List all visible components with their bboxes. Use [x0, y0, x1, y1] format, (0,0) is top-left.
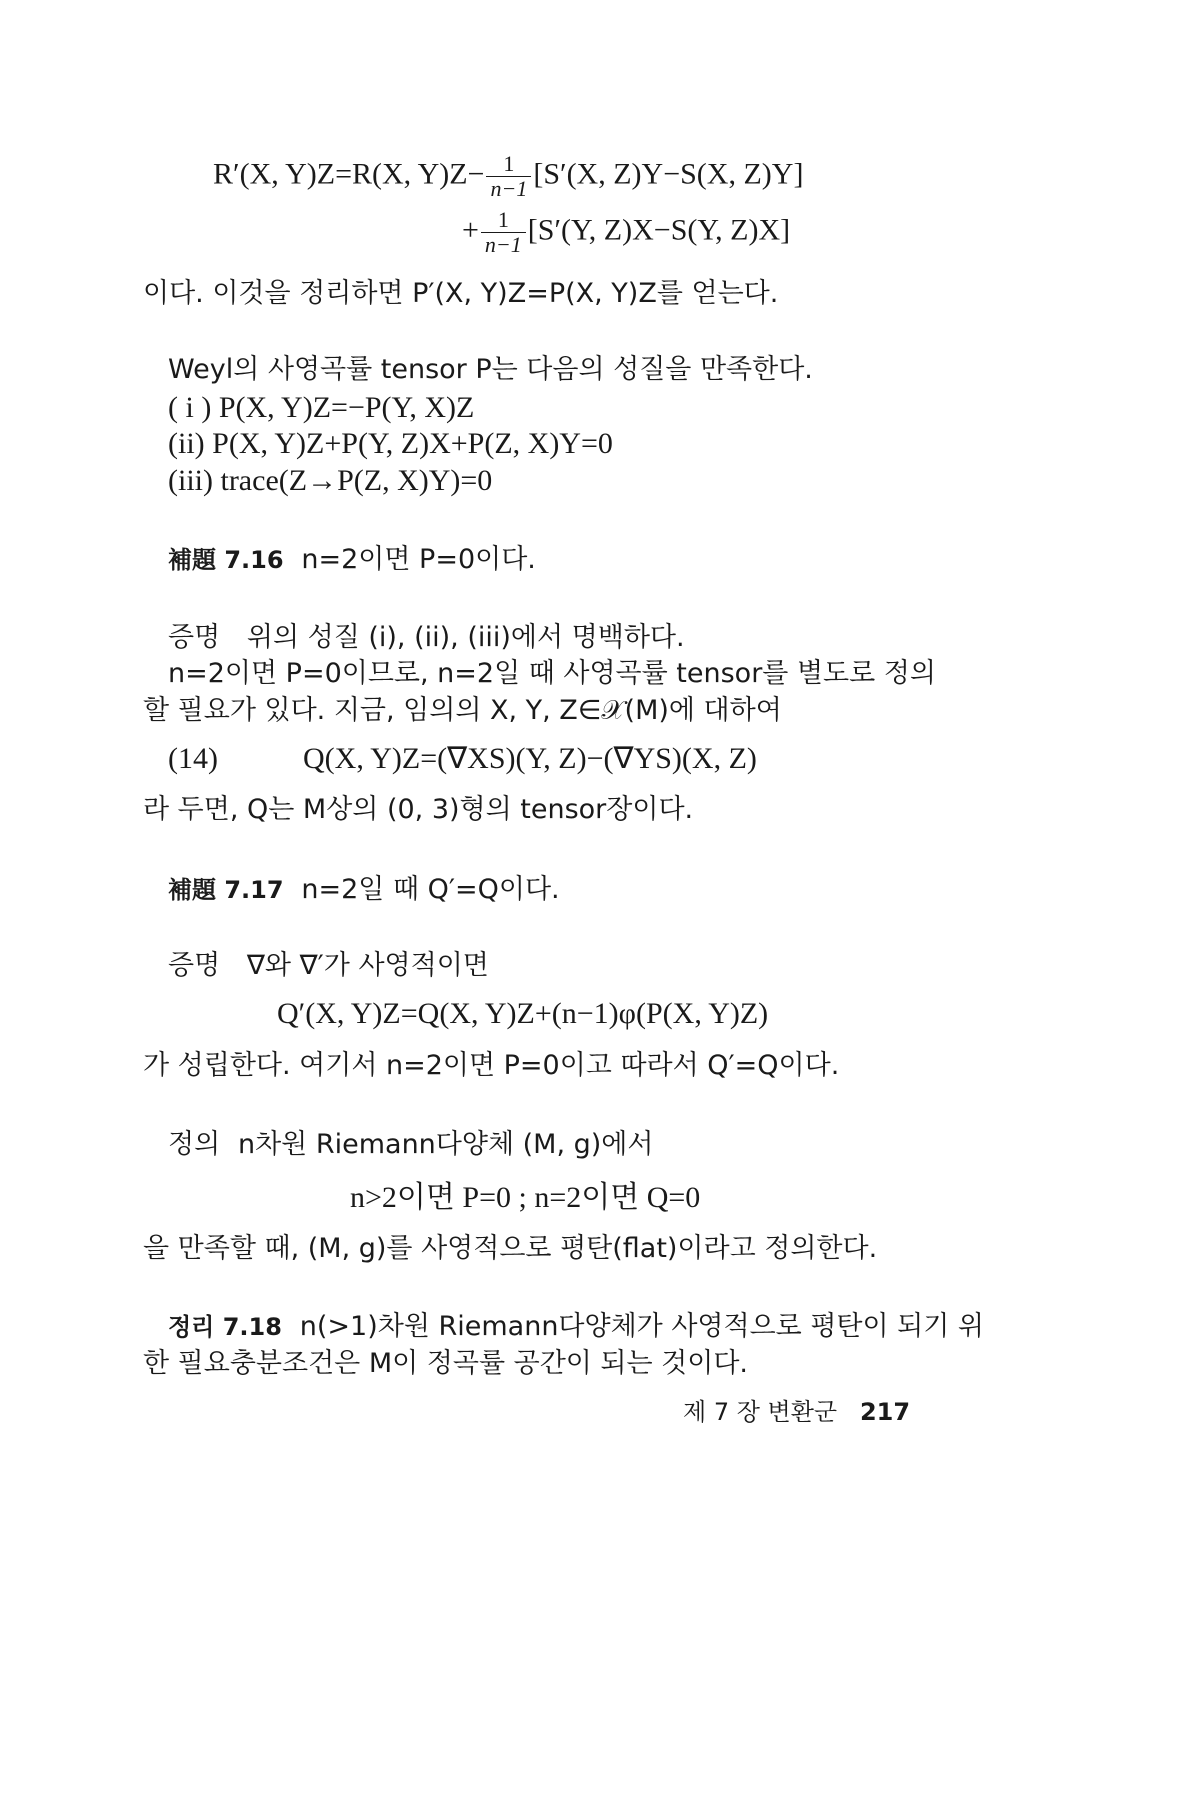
- definition-label: 정의: [168, 1129, 221, 1160]
- formula-r-line-2: [462, 208, 790, 257]
- lemma-7-16: [168, 541, 536, 578]
- proof-2: [168, 947, 489, 984]
- equation-body: Q(X, Y)Z=(∇XS)(Y, Z)−(∇YS)(X, Z): [303, 742, 757, 775]
- definition-end: 을 만족할 때, (M, g)를 사영적으로 평탄(flat)이라고 정의한다.: [143, 1233, 878, 1264]
- lemma-text: n=2일 때 Q′=Q이다.: [301, 874, 560, 905]
- page-number: 217: [859, 1398, 911, 1426]
- property-ii: (ii) P(X, Y)Z+P(Y, Z)X+P(Z, X)Y=0: [168, 427, 613, 460]
- paragraph-c: 가 성립한다. 여기서 n=2이면 P=0이고 따라서 Q′=Q이다.: [143, 1050, 840, 1081]
- fraction-numerator: 1: [481, 208, 526, 233]
- property-i: ( i ) P(X, Y)Z=−P(Y, X)Z: [168, 391, 475, 424]
- formula-r-line-1: [213, 152, 803, 201]
- equation-number: (14): [168, 742, 218, 775]
- definition-text: n차원 Riemann다양체 (M, g)에서: [237, 1129, 654, 1160]
- chapter-title: 제 7 장 변환군: [683, 1398, 838, 1426]
- theorem-label: 정리 7.18: [168, 1313, 282, 1341]
- page-footer: [683, 1394, 910, 1430]
- theorem-7-18: [168, 1308, 984, 1345]
- proof-label: 증명: [168, 950, 221, 981]
- proof-1: [168, 619, 685, 656]
- formula-r1-lhs: R′(X, Y)Z=R(X, Y)Z−: [213, 157, 485, 191]
- theorem-text: n(>1)차원 Riemann다양체가 사영적으로 평탄이 되기 위: [299, 1311, 984, 1342]
- formula-r2-rhs: [S′(Y, Z)X−S(Y, Z)X]: [527, 213, 791, 247]
- definition: [168, 1126, 653, 1163]
- lemma-label: 補題 7.17: [168, 876, 284, 904]
- definition-formula: n>2이면 P=0 ; n=2이면 Q=0: [350, 1181, 701, 1214]
- equation-14: [168, 741, 1068, 777]
- lemma-label: 補題 7.16: [168, 546, 284, 574]
- fraction: [486, 152, 531, 201]
- property-iii: (iii) trace(Z→P(Z, X)Y)=0: [168, 464, 493, 497]
- fraction-numerator: 1: [486, 152, 531, 177]
- conclusion-line: 이다. 이것을 정리하면 P′(X, Y)Z=P(X, Y)Z를 얻는다.: [143, 278, 779, 309]
- fraction-denominator: n−1: [484, 232, 522, 257]
- weyl-intro: Weyl의 사영곡률 tensor P는 다음의 성질을 만족한다.: [168, 354, 813, 385]
- proof-text: 위의 성질 (i), (ii), (iii)에서 명백하다.: [246, 622, 685, 653]
- fraction: [481, 208, 526, 257]
- theorem-continuation: 한 필요충분조건은 M이 정곡률 공간이 되는 것이다.: [143, 1348, 749, 1379]
- fraction-denominator: n−1: [490, 176, 528, 201]
- paragraph-a-line-1: n=2이면 P=0이므로, n=2일 때 사영곡률 tensor를 별도로 정의: [168, 658, 936, 689]
- lemma-text: n=2이면 P=0이다.: [301, 544, 536, 575]
- formula-q: Q′(X, Y)Z=Q(X, Y)Z+(n−1)φ(P(X, Y)Z): [277, 997, 769, 1030]
- lemma-7-17: [168, 871, 560, 908]
- paragraph-b: 라 두면, Q는 M상의 (0, 3)형의 tensor장이다.: [143, 794, 694, 825]
- paragraph-a-line-2: 할 필요가 있다. 지금, 임의의 X, Y, Z∈𝒳(M)에 대하여: [143, 695, 782, 726]
- formula-r2-lhs: +: [462, 213, 479, 247]
- formula-r1-rhs: [S′(X, Z)Y−S(X, Z)Y]: [533, 157, 804, 191]
- proof-text: ∇와 ∇′가 사영적이면: [246, 950, 489, 981]
- proof-label: 증명: [168, 622, 221, 653]
